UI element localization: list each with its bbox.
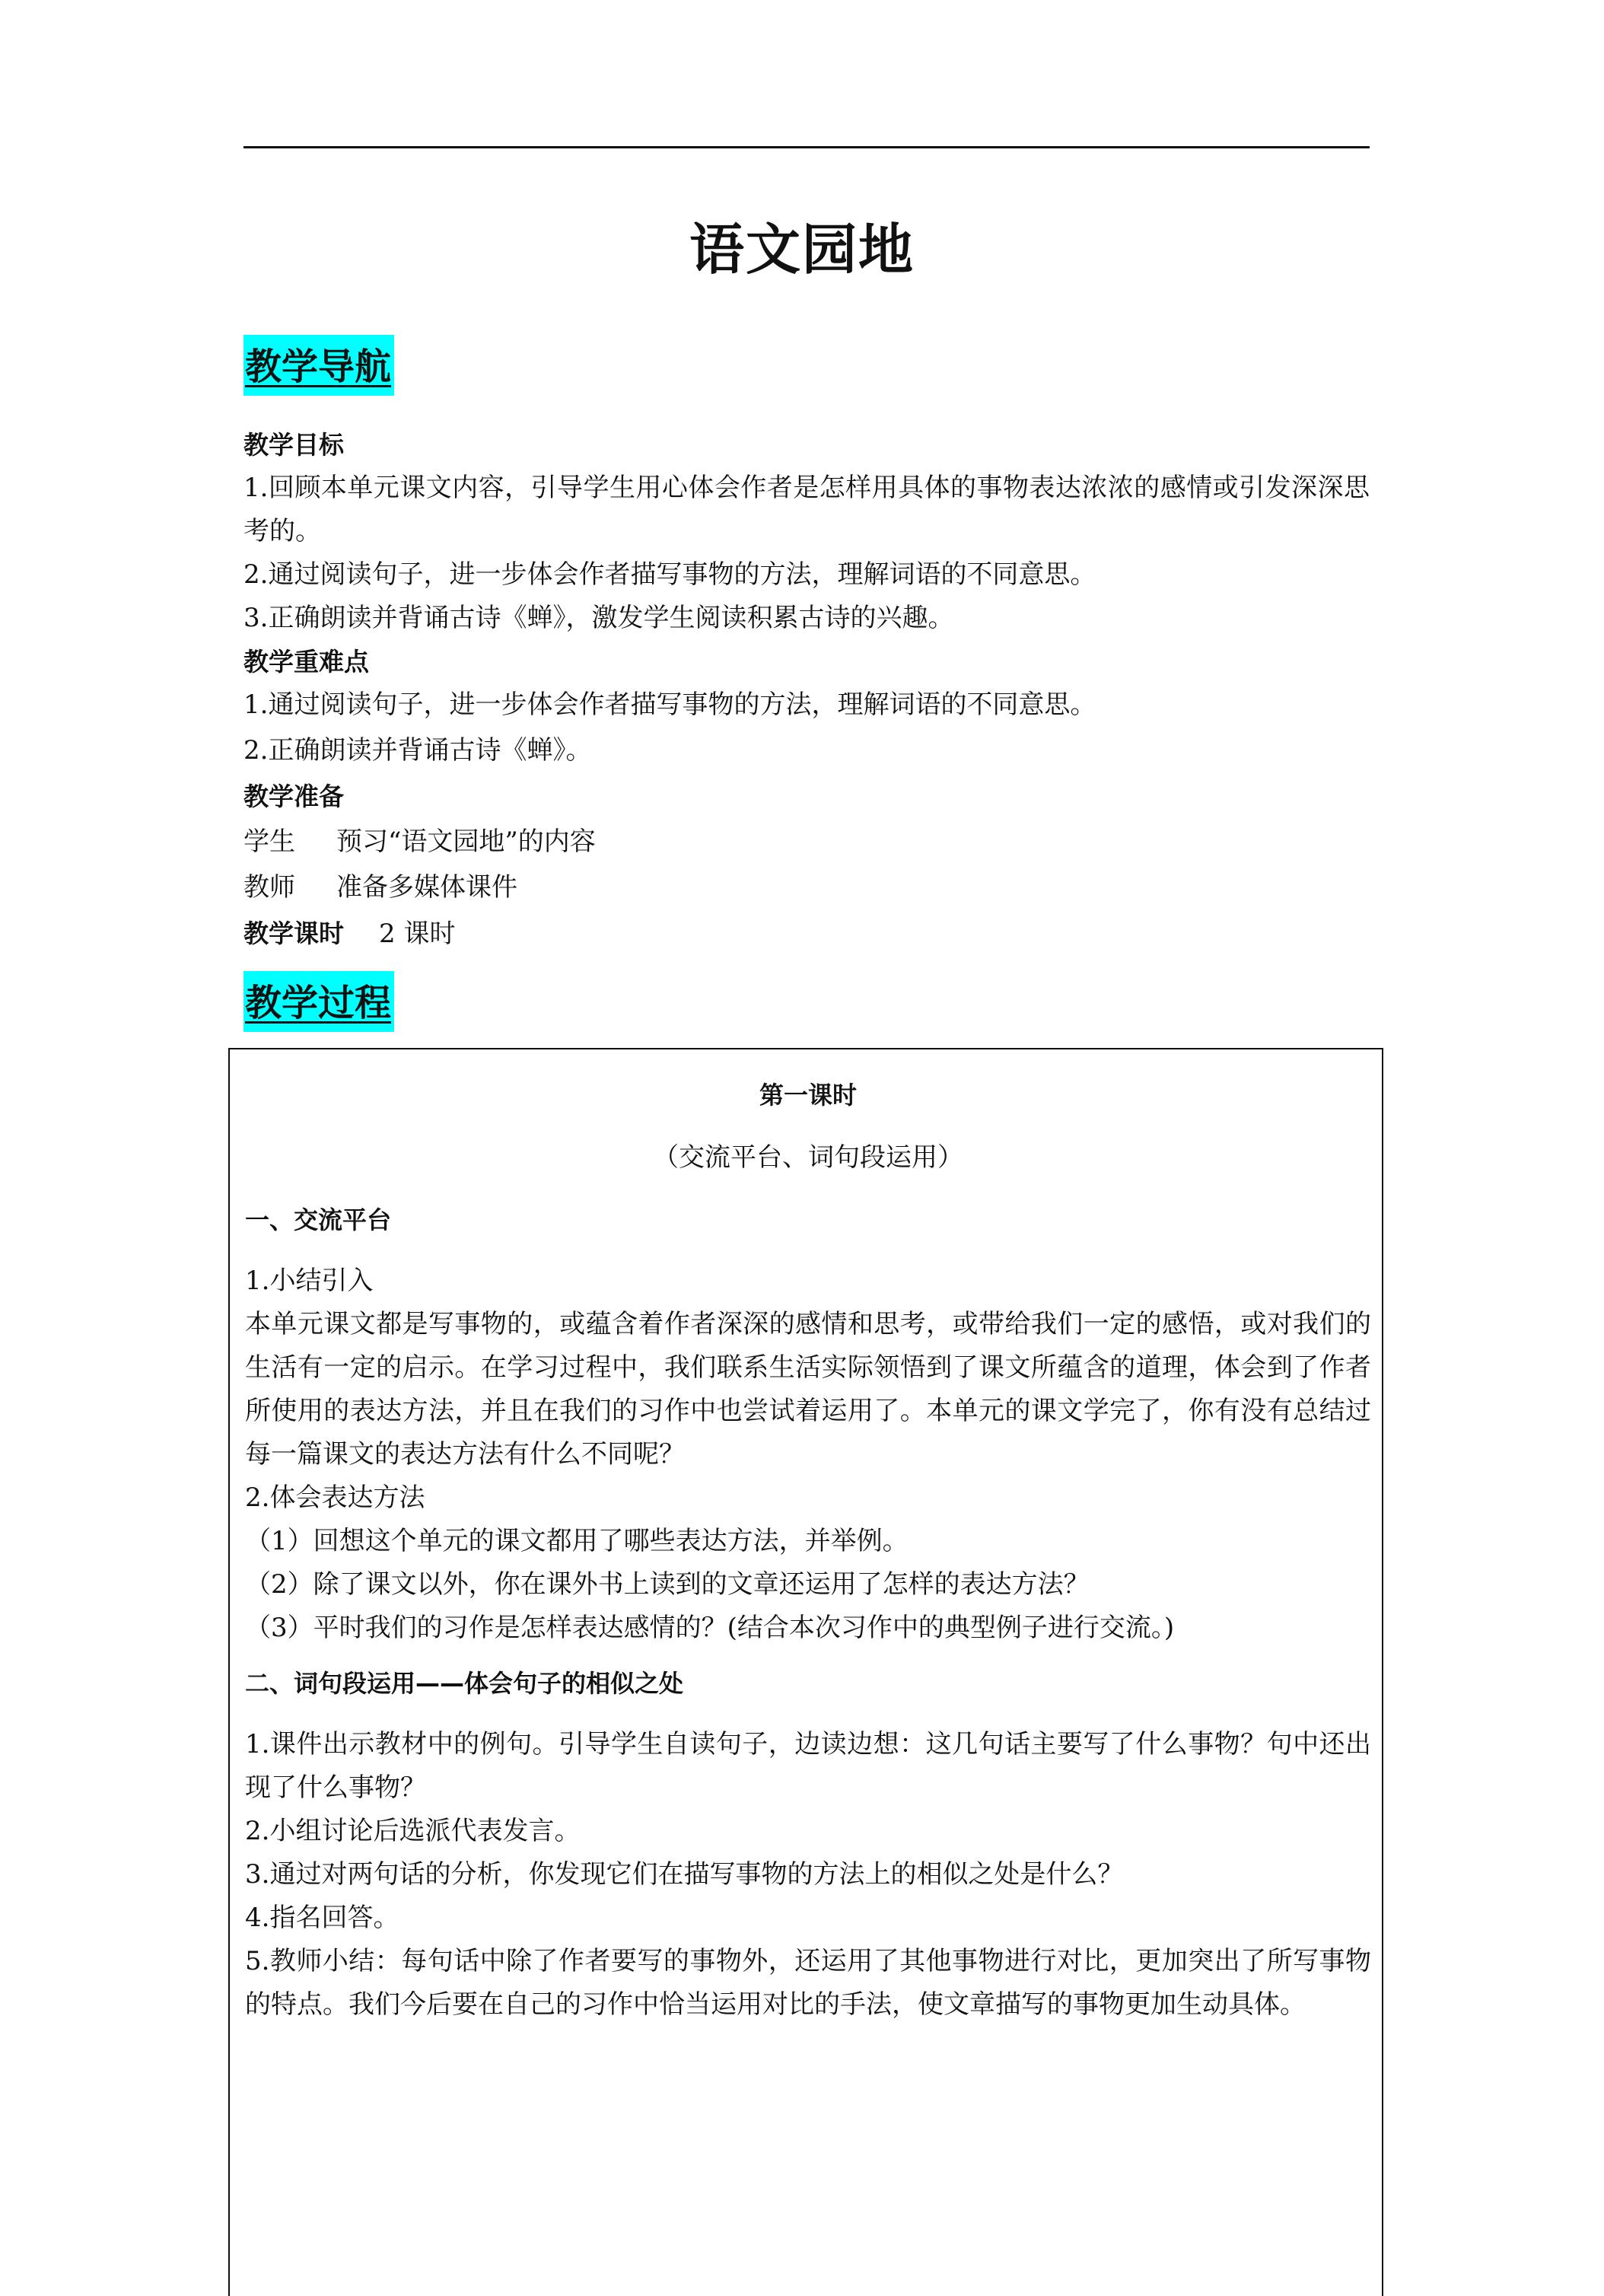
- objective-item: 3.正确朗读并背诵古诗《蝉》，激发学生阅读积累古诗的兴趣。: [243, 603, 954, 633]
- prep-what: 预习“语文园地”的内容: [336, 826, 596, 857]
- prep-who: 教师: [243, 872, 295, 903]
- section-item-title: 2.体会表达方法: [245, 1482, 425, 1513]
- teaching-hours: [243, 912, 1370, 956]
- lesson-subtitle: （交流平台、词句段运用）: [653, 1142, 963, 1173]
- heading-teaching-process: 教学过程: [243, 971, 394, 1032]
- section-item: 5.教师小结：每句话中除了作者要写的事物外，还运用了其他事物进行对比，更加突出了所写事物的特点。我们今后要在自己的习作中恰当运用对比的手法，使文章描写的事物更加生动具体。: [245, 1946, 1371, 2020]
- prep-item-student: [243, 820, 1370, 864]
- objective-item: 2.通过阅读句子，进一步体会作者描写事物的方法，理解词语的不同意思。: [243, 559, 1096, 590]
- hours-value: 2 课时: [379, 919, 456, 949]
- prep-who: 学生: [243, 826, 295, 857]
- lesson-content: [245, 1049, 1371, 2027]
- lesson-box: [228, 1048, 1383, 2296]
- objectives-label: 教学目标: [243, 430, 344, 460]
- teaching-navigation-section: [243, 423, 1370, 956]
- document-title: 语文园地: [689, 218, 915, 282]
- section-item: 2.小组讨论后选派代表发言。: [245, 1816, 581, 1846]
- section-item: 3.通过对两句话的分析，你发现它们在描写事物的方法上的相似之处是什么？: [245, 1859, 1124, 1890]
- prep-item-teacher: [243, 866, 1370, 909]
- section-title: 一、交流平台: [245, 1205, 392, 1234]
- section-item: 4.指名回答。: [245, 1903, 399, 1933]
- discussion-point: （3）平时我们的习作是怎样表达感情的？(结合本次习作中的典型例子进行交流。): [245, 1613, 1175, 1643]
- header-rule: [243, 146, 1370, 148]
- prep-label: 教学准备: [243, 782, 344, 811]
- objective-item: 1.回顾本单元课文内容，引导学生用心体会作者是怎样用具体的事物表达浓浓的感情或引发深深思考的。: [243, 473, 1370, 546]
- keypoint-item: 1.通过阅读句子，进一步体会作者描写事物的方法，理解词语的不同意思。: [243, 689, 1096, 720]
- hours-label: 教学课时: [243, 919, 344, 948]
- keypoint-item: 2.正确朗读并背诵古诗《蝉》。: [243, 735, 592, 766]
- discussion-point: （2）除了课文以外，你在课外书上读到的文章还运用了怎样的表达方法？: [245, 1569, 1090, 1600]
- prep-what: 准备多媒体课件: [336, 872, 517, 903]
- section-item-title: 1.小结引入: [245, 1266, 374, 1296]
- section-item: 1.课件出示教材中的例句。引导学生自读句子，边读边想：这几句话主要写了什么事物？句中还出现了什么事物？: [245, 1729, 1371, 1803]
- section-item-body: 本单元课文都是写事物的，或蕴含着作者深深的感情和思考，或带给我们一定的感悟，或对我们的生活有一定的启示。在学习过程中，我们联系生活实际领悟到了课文所蕴含的道理，体会到了作者所使用的表达方法，并且在我们的习作中也尝试着运用了。本单元的课文学完了，你有没有总结过每一篇课文的表达方法有什么不同呢？: [245, 1309, 1371, 1470]
- lesson-title: 第一课时: [759, 1081, 857, 1110]
- section-title: 二、词句段运用——体会句子的相似之处: [245, 1669, 684, 1698]
- heading-teaching-navigation: 教学导航: [243, 335, 394, 396]
- keypoints-label: 教学重难点: [243, 647, 369, 677]
- discussion-point: （1）回想这个单元的课文都用了哪些表达方法，并举例。: [245, 1526, 909, 1556]
